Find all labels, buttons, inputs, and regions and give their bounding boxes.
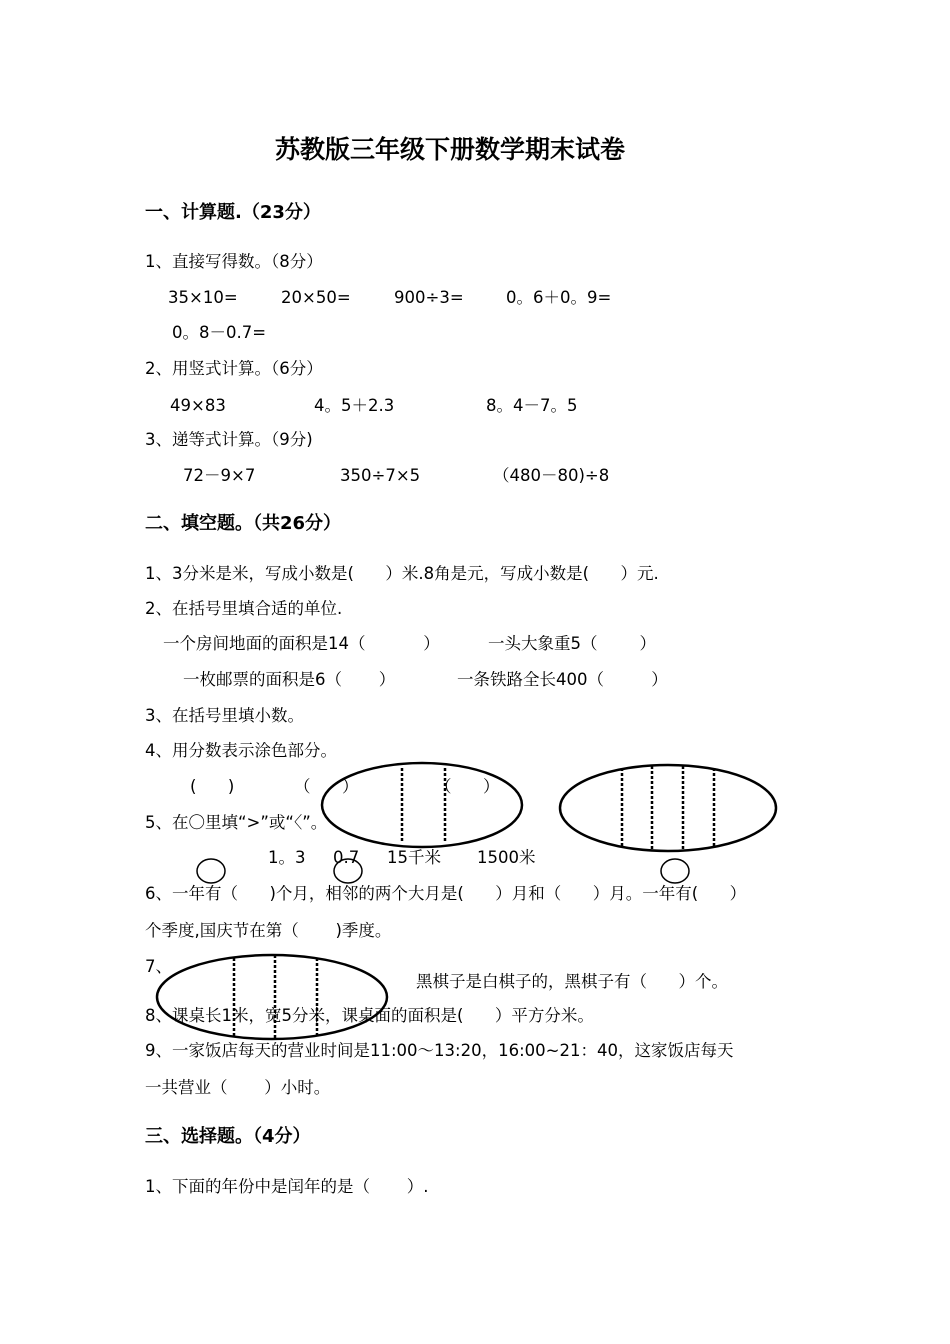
s2-q5-value: 15千米 [387,848,441,867]
s2-q6-line1: 6、一年有（ )个月，相邻的两个大月是( ）月和（ ）月。一年有( ） [145,884,747,903]
s2-q5-value: 1。3 [268,848,306,867]
s2-q1: 1、3分米是米，写成小数是( ）米.8角是元，写成小数是( ）元. [145,564,659,583]
fraction-ellipse-2 [560,765,776,851]
section-2-heading: 二、填空题。（共26分） [145,513,342,534]
compare-circle[interactable] [661,859,689,883]
compare-circle[interactable] [334,859,362,883]
s1-q3-item: （480－80)÷8 [493,466,610,485]
s1-q3-item: 72－9×7 [183,466,256,485]
s2-q2-line2a: 一枚邮票的面积是6（ ） [183,670,396,689]
s2-q6-line2: 个季度,国庆节在第（ )季度。 [145,921,392,940]
s2-q5-label: 5、在〇里填“>”或“〈”。 [145,813,328,832]
s1-q2-item: 4。5＋2.3 [314,396,395,415]
s1-q1-item: 0。8－0.7= [172,323,267,342]
section-3-heading: 三、选择题。（4分） [145,1126,311,1147]
s2-q2-label: 2、在括号里填合适的单位. [145,599,343,618]
s1-q2-item: 8。4－7。5 [486,396,578,415]
s1-q2-label: 2、用竖式计算。（6分） [145,359,323,378]
s2-q2-line2b: 一条铁路全长400（ ） [457,670,668,689]
s1-q1-item: 35×10= [168,288,238,307]
s2-q2-line1a: 一个房间地面的面积是14（ ） [163,634,440,653]
s1-q1-label: 1、直接写得数。（8分） [145,252,323,271]
fraction-ellipse-3 [157,955,387,1039]
s1-q3-label: 3、递等式计算。（9分) [145,430,313,449]
page-title: 苏教版三年级下册数学期末试卷 [275,135,626,164]
s2-q7-text: 黑棋子是白棋子的，黑棋子有（ ）个。 [416,972,728,991]
s1-q2-item: 49×83 [170,396,226,415]
fraction-ellipse-1 [322,763,522,847]
section-1-heading: 一、计算题.（23分） [145,202,321,223]
s2-q5-value: 1500米 [477,848,536,867]
s1-q3-item: 350÷7×5 [340,466,421,485]
s3-q1: 1、下面的年份中是闰年的是（ ）. [145,1177,429,1196]
s2-q2-line1b: 一头大象重5（ ） [488,634,656,653]
s2-q4-blank: ( ) [190,777,235,796]
s2-q9-line1: 9、一家饭店每天的营业时间是11:00～13:20，16:00~21：40，这家饭店每天 [145,1041,734,1060]
s1-q1-item: 0。6＋0。9= [506,288,612,307]
s2-q9-line2: 一共营业（ ）小时。 [145,1078,331,1097]
s2-q4-blank: （ ） [435,777,500,796]
s1-q1-item: 900÷3= [394,288,464,307]
s2-q7-number: 7、 [145,957,172,976]
s2-q8: 8、课桌长1米，宽5分米，课桌面的面积是( ）平方分米。 [145,1006,594,1025]
compare-circle[interactable] [197,859,225,883]
s2-q3: 3、在括号里填小数。 [145,706,304,725]
s2-q4-label: 4、用分数表示涂色部分。 [145,741,337,760]
s2-q5-value: 0.7 [333,848,360,867]
s1-q1-item: 20×50= [281,288,351,307]
s2-q4-blank: （ ） [294,777,359,796]
